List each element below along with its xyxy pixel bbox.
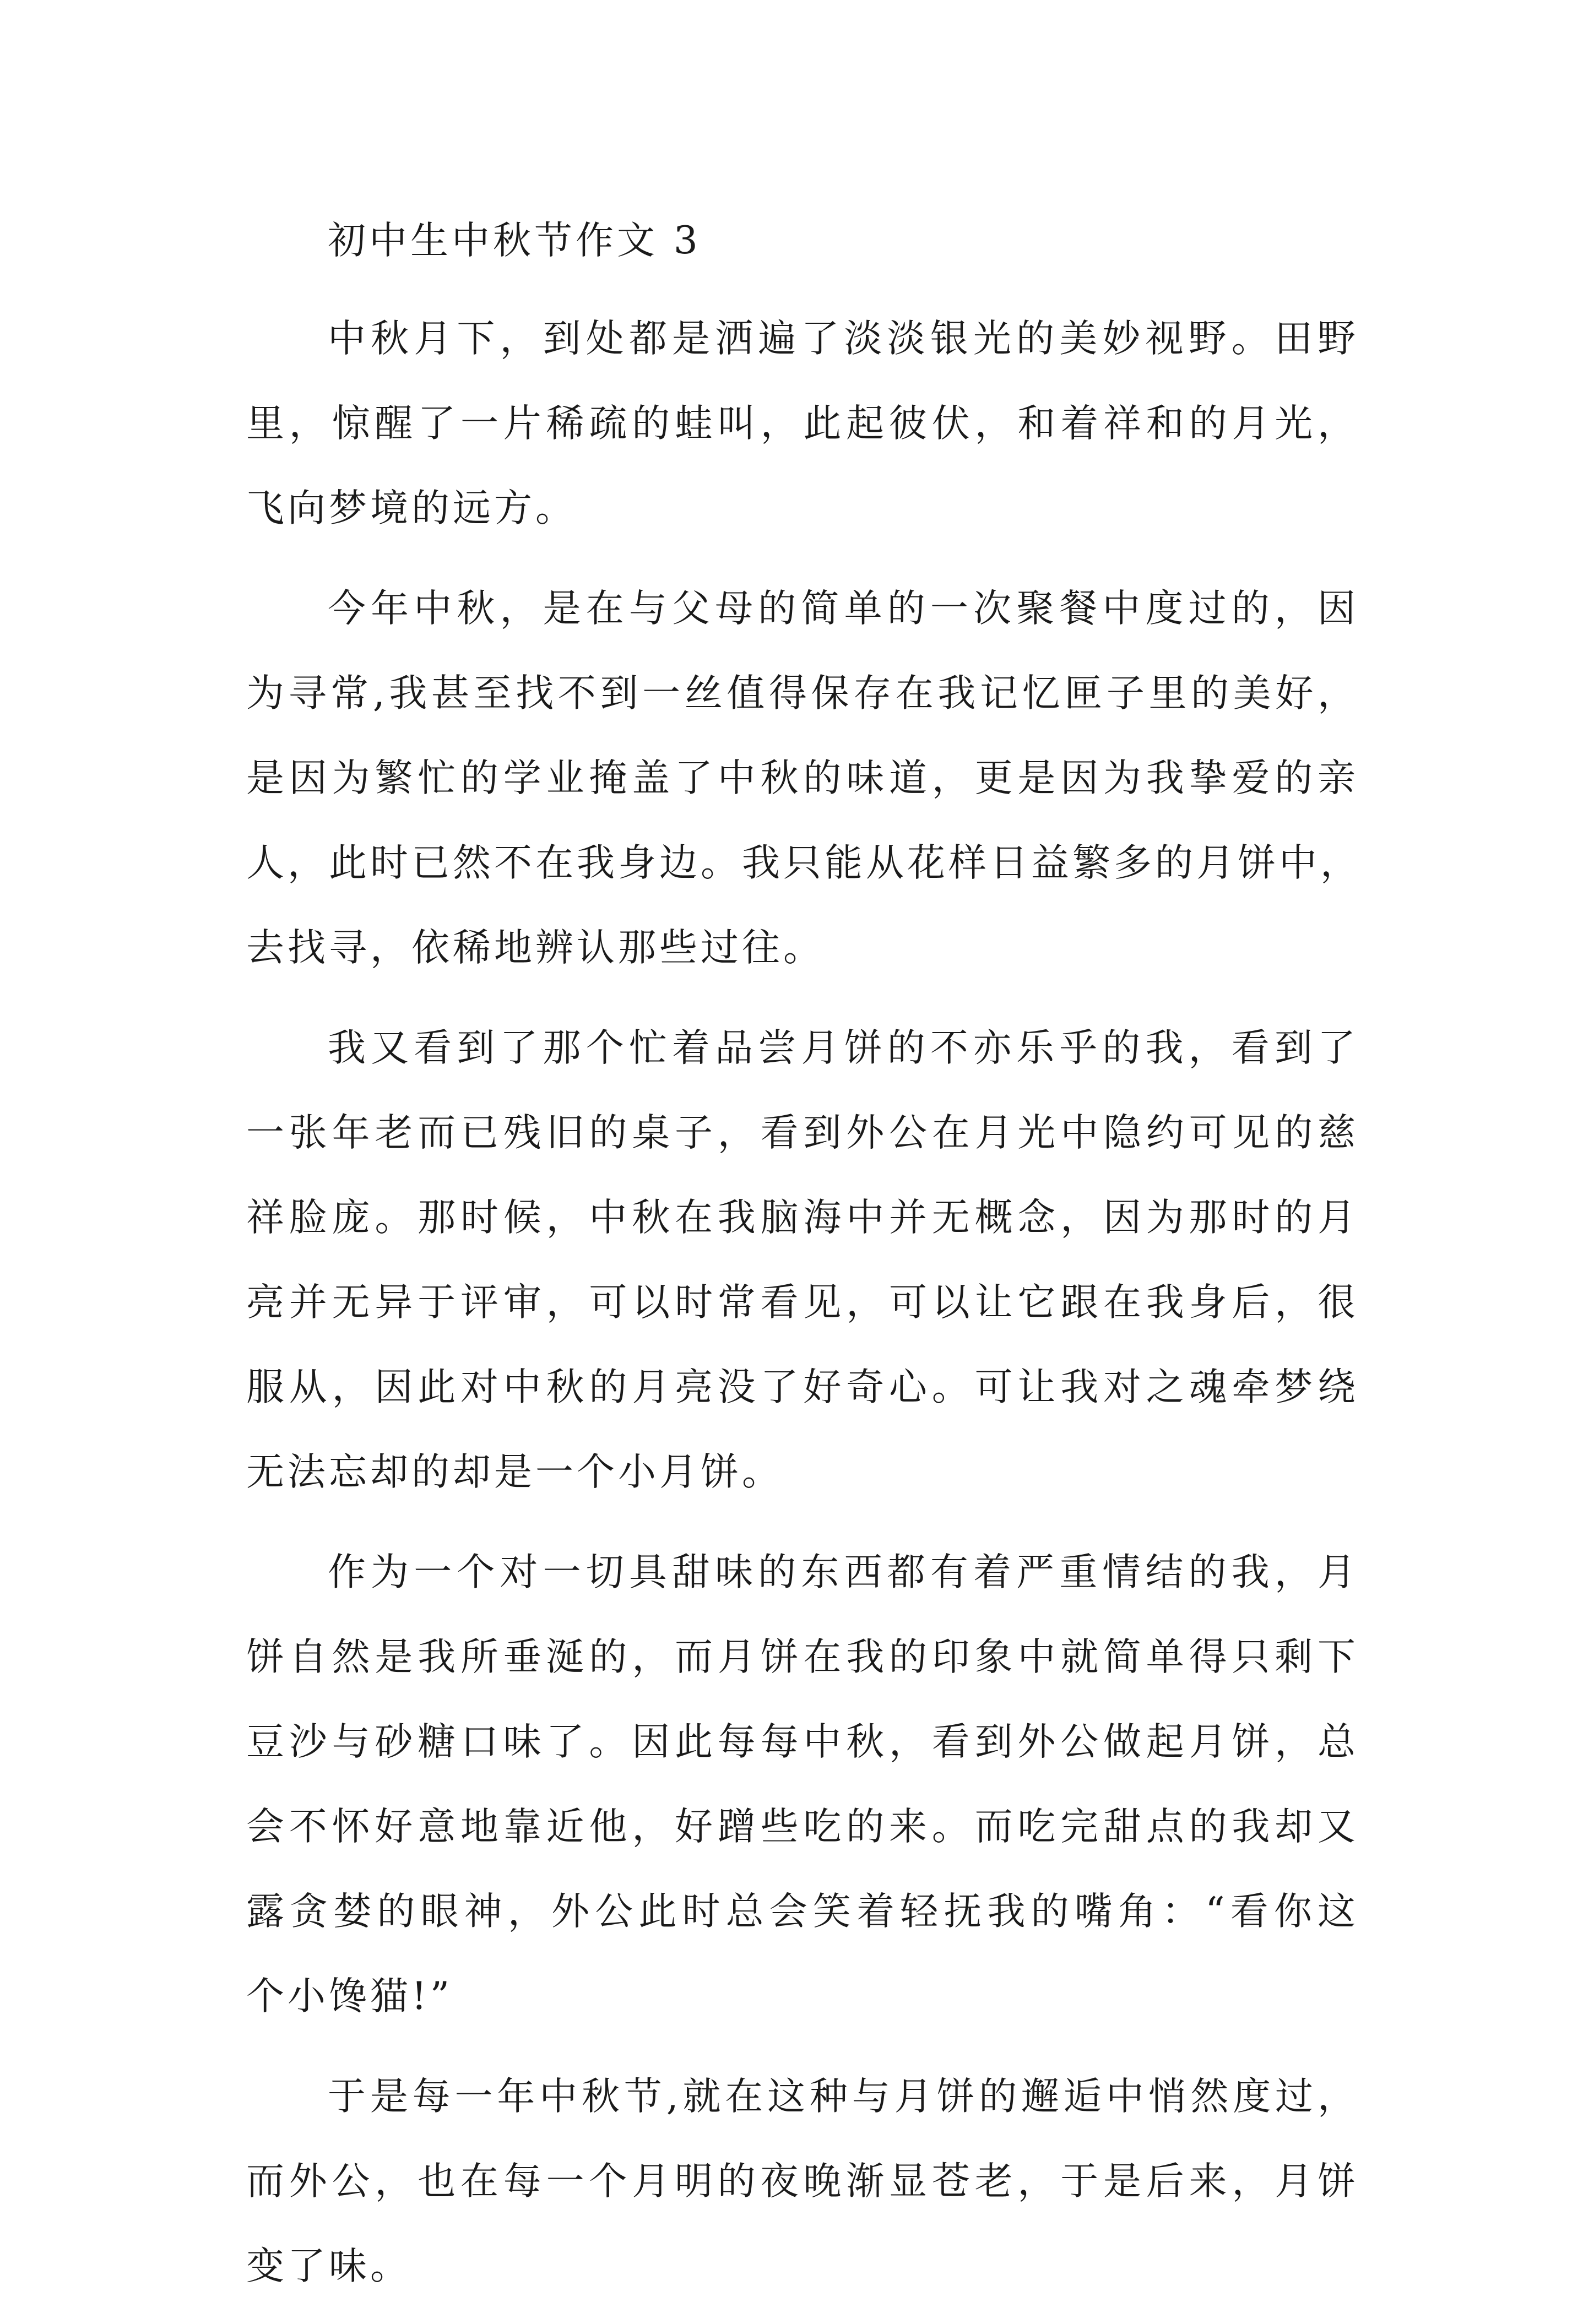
paragraph-line: 亮并无异于评审，可以时常看见，可以让它跟在我身后，很 [246,1280,1359,1324]
paragraph-line: 里，惊醒了一片稀疏的蛙叫，此起彼伏，和着祥和的月光， [246,401,1359,446]
paragraph-line: 个小馋猫!” [246,1974,453,2018]
paragraph-line: 而外公，也在每一个月明的夜晚渐显苍老，于是后来，月饼 [246,2159,1359,2203]
paragraph-line: 飞向梦境的远方。 [246,486,577,530]
paragraph [246,296,1359,551]
paragraph-list [246,296,1362,2309]
essay-body [246,198,1362,2324]
paragraph-line: 服从，因此对中秋的月亮没了好奇心。可让我对之魂牵梦绕 [246,1365,1359,1409]
paragraph-line: 露贪婪的眼神，外公此时总会笑着轻抚我的嘴角：“看你这 [246,1889,1359,1934]
paragraph-line: 今年中秋，是在与父母的简单的一次聚餐中度过的，因 [328,587,1359,631]
paragraph [246,1006,1359,1514]
paragraph-line: 是因为繁忙的学业掩盖了中秋的味道，更是因为我挚爱的亲 [246,756,1359,800]
paragraph-line: 豆沙与砂糖口味了。因此每每中秋，看到外公做起月饼，总 [246,1720,1359,1764]
paragraph-line: 会不怀好意地靠近他，好蹭些吃的来。而吃完甜点的我却又 [246,1805,1359,1849]
paragraph-line: 无法忘却的却是一个小月饼。 [246,1450,783,1494]
paragraph-line: 作为一个对一切具甜味的东西都有着严重情结的我，月 [328,1550,1359,1594]
paragraph-line: 中秋月下，到处都是洒遍了淡淡银光的美妙视野。田野 [328,317,1359,361]
paragraph [246,1530,1359,2039]
paragraph [246,2054,1359,2309]
paragraph-line: 人，此时已然不在我身边。我只能从花样日益繁多的月饼中， [246,841,1362,885]
paragraph-line: 饼自然是我所垂涎的，而月饼在我的印象中就简单得只剩下 [246,1635,1359,1679]
paragraph [246,566,1362,990]
paragraph-line: 去找寻，依稀地辨认那些过往。 [246,926,825,970]
paragraph-line: 变了味。 [246,2244,411,2288]
paragraph-line: 为寻常,我甚至找不到一丝值得保存在我记忆匣子里的美好， [246,671,1359,715]
essay-title: 初中生中秋节作文 3 [328,219,701,263]
title-block [246,198,1359,283]
paragraph-line: 祥脸庞。那时候，中秋在我脑海中并无概念，因为那时的月 [246,1196,1359,1240]
paragraph-line: 我又看到了那个忙着品尝月饼的不亦乐乎的我，看到了 [328,1026,1359,1070]
paragraph-line: 于是每一年中秋节,就在这种与月饼的邂逅中悄然度过， [328,2075,1359,2119]
paragraph-line: 一张年老而已残旧的桌子，看到外公在月光中隐约可见的慈 [246,1111,1359,1155]
